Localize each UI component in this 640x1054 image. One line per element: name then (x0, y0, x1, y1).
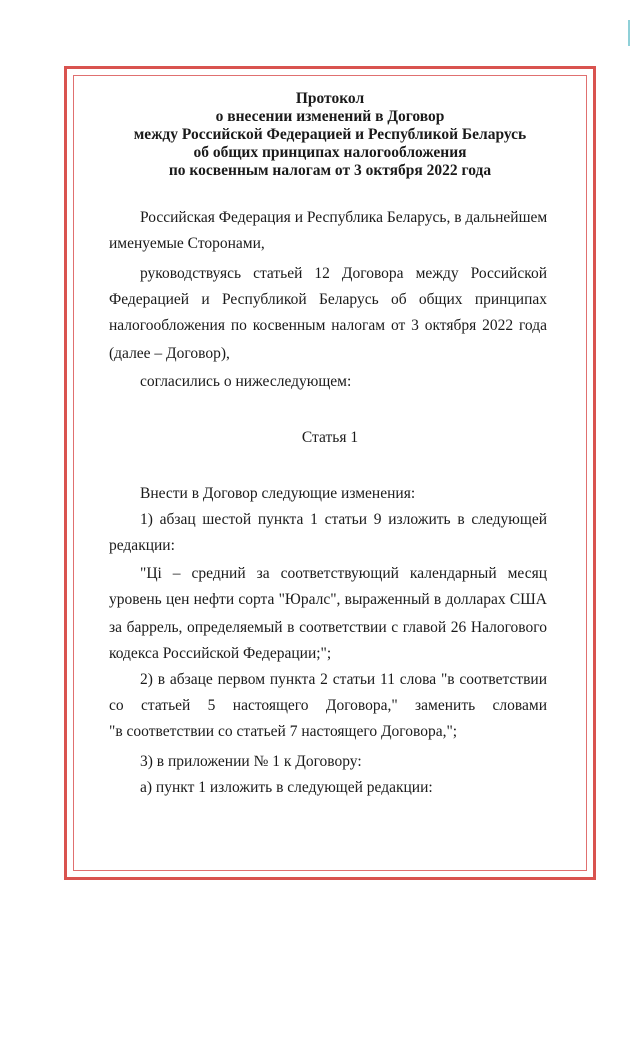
article-heading: Статья 1 (301, 429, 359, 446)
body-text: Внести в Договор следующие изменения: (140, 485, 416, 502)
preamble-text: (далее – Договор), (109, 345, 230, 362)
body-text: редакции: (109, 537, 175, 554)
title-line: об общих принципах налогообложения (193, 144, 467, 161)
title-line: о внесении изменений в Договор (215, 108, 445, 125)
preamble-text: именуемые Сторонами, (109, 235, 265, 252)
preamble-text: налогообложения по косвенным налогам от 3 октября 2022 года (109, 317, 547, 334)
body-text: 3) в приложении № 1 к Договору: (140, 753, 362, 770)
body-text: "в соответствии со статьей 7 настоящего Договора,"; (109, 723, 458, 740)
title-line: по косвенным налогам от 3 октября 2022 года (168, 162, 492, 179)
quote-text: кодекса Российской Федерации;"; (109, 645, 332, 662)
document-title (80, 90, 580, 180)
body-text: 2) в абзаце первом пункта 2 статьи 11 слова "в соответствии (140, 671, 547, 688)
body-text: со статьей 5 настоящего Договора," заменить словами (109, 697, 547, 714)
quote-text: за баррель, определяемый в соответствии с главой 26 Налогового (109, 619, 547, 636)
body-text: а) пункт 1 изложить в следующей редакции: (140, 779, 433, 796)
quote-text: "Цi – средний за соответствующий календарный месяц (140, 565, 547, 582)
quote-text: уровень цен нефти сорта "Юралс", выраженный в долларах США (109, 591, 547, 608)
body-text: 1) абзац шестой пункта 1 статьи 9 изложить в следующей (140, 511, 547, 528)
preamble-text: Федерацией и Республикой Беларусь об общих принципах (109, 291, 547, 308)
title-line: между Российской Федерацией и Республикой Беларусь (133, 126, 527, 143)
preamble-text: согласились о нижеследующем: (140, 373, 352, 390)
title-line: Протокол (295, 90, 365, 107)
preamble-text: руководствуясь статьей 12 Договора между Российской (140, 265, 547, 282)
preamble-text: Российская Федерация и Республика Беларусь, в дальнейшем (140, 209, 548, 226)
scan-edge-mark (628, 20, 630, 46)
